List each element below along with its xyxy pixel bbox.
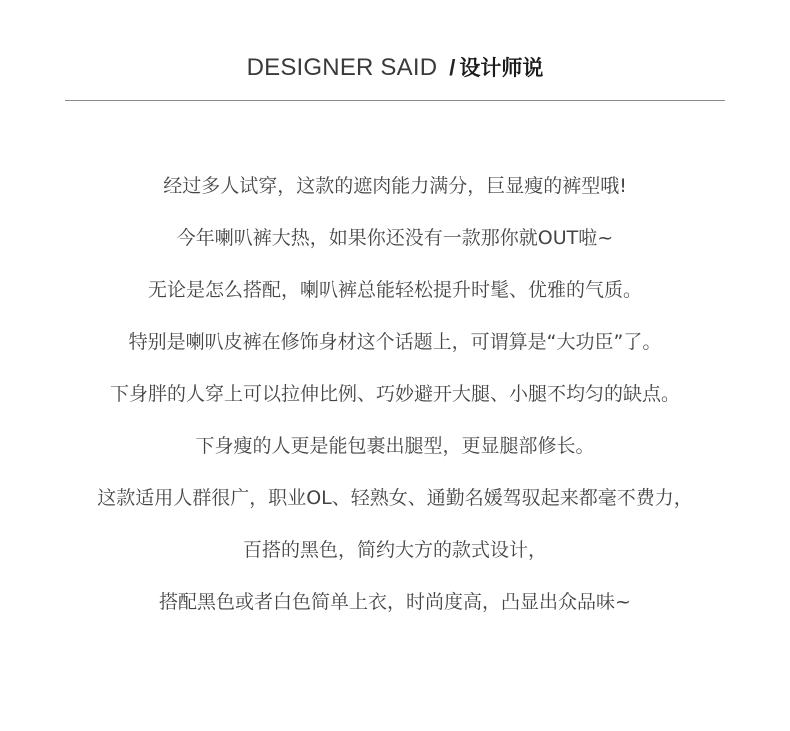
header-divider xyxy=(65,100,725,101)
section-header xyxy=(0,52,790,82)
description-line: 搭配黑色或者白色简单上衣，时尚度高，凸显出众品味~ xyxy=(159,591,631,613)
description-line: 下身胖的人穿上可以拉伸比例、巧妙避开大腿、小腿不均匀的缺点。 xyxy=(109,383,680,405)
description-line: 百搭的黑色，简约大方的款式设计， xyxy=(242,539,547,561)
header-separator: / xyxy=(449,55,456,80)
description-line: 下身瘦的人更是能包裹出腿型，更显腿部修长。 xyxy=(195,435,595,457)
header-title-cn: 设计师说 xyxy=(459,56,544,80)
description-line: 特别是喇叭皮裤在修饰身材这个话题上，可谓算是“大功臣”了。 xyxy=(128,331,662,353)
description-line: 今年喇叭裤大热，如果你还没有一款那你就OUT啦~ xyxy=(176,227,614,249)
description-text-block xyxy=(0,170,790,638)
header-title-en: DESIGNER SAID xyxy=(246,54,438,81)
description-line: 这款适用人群很广，职业OL、轻熟女、通勤名媛驾驭起来都毫不费力， xyxy=(97,487,693,509)
description-line: 经过多人试穿，这款的遮肉能力满分，巨显瘦的裤型哦! xyxy=(163,175,627,197)
description-line: 无论是怎么搭配，喇叭裤总能轻松提升时髦、优雅的气质。 xyxy=(147,279,642,301)
